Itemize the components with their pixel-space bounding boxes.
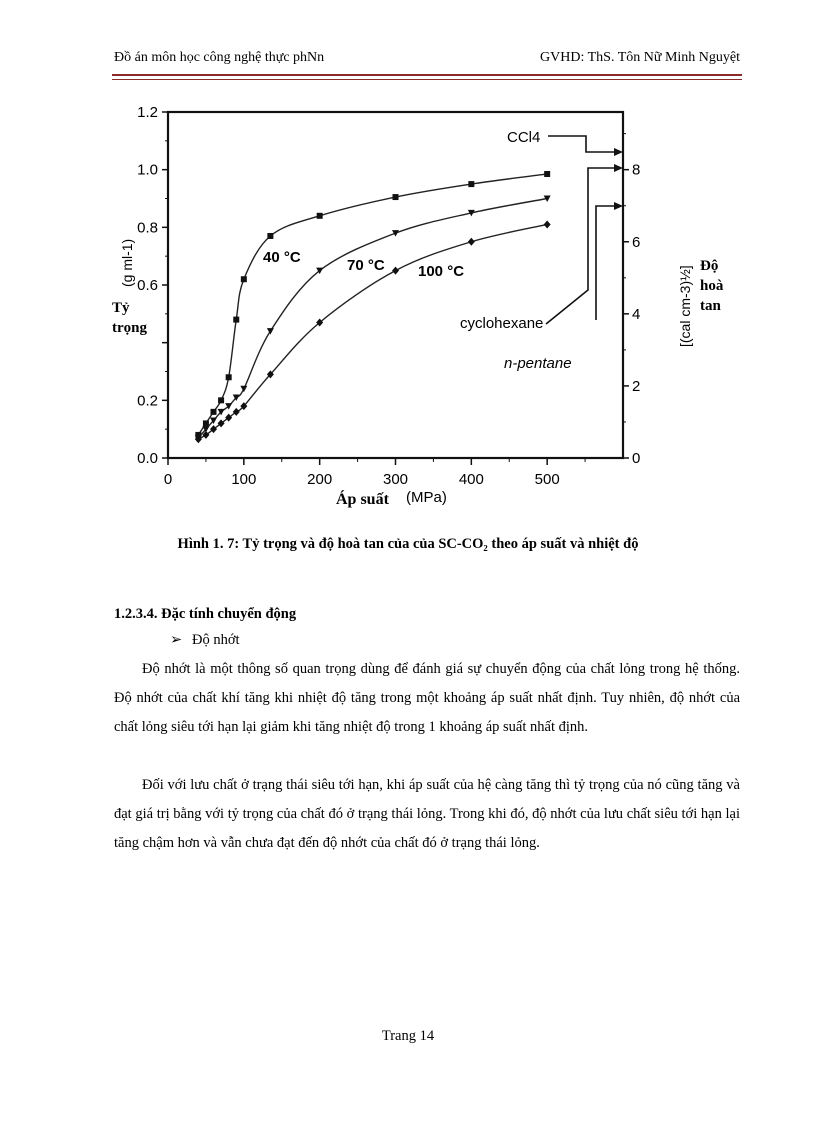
y-right-label-line1: Độ <box>700 258 719 274</box>
density-solubility-chart <box>100 92 740 522</box>
y-tick-label: 0.2 <box>137 392 158 410</box>
data-point <box>267 233 273 239</box>
header-rule-thick <box>112 74 742 76</box>
page-header <box>114 50 740 74</box>
y-right-tick-label: 6 <box>632 233 641 251</box>
y-tick-label: 1.2 <box>137 104 158 121</box>
y-axis-unit: (g ml-1) <box>119 238 135 287</box>
y-right-tick-label: 4 <box>632 305 641 323</box>
reference-arrow-0 <box>614 148 623 156</box>
bullet-text: Độ nhớt <box>192 632 240 648</box>
data-point <box>240 386 247 393</box>
x-tick-label: 200 <box>307 471 333 488</box>
x-axis-unit: (MPa) <box>406 489 447 506</box>
chart-series-layer <box>195 171 551 443</box>
data-point <box>226 374 232 380</box>
header-rule-thin <box>112 79 742 80</box>
plot-frame <box>168 112 623 458</box>
data-point <box>233 317 239 323</box>
reference-line-0 <box>548 136 619 152</box>
reference-arrow-1 <box>614 164 623 172</box>
y-tick-label: 0.0 <box>137 450 158 467</box>
y-right-axis-unit: [(cal cm-3)½] <box>677 265 693 347</box>
reference-line-2 <box>596 206 619 320</box>
label-ccl4: CCl4 <box>507 129 541 146</box>
header-advisor: GVHD: ThS. Tôn Nữ Minh Nguyệt <box>540 50 740 65</box>
series-line-0 <box>198 174 547 435</box>
y-axis-label-line1: Tỷ <box>112 300 130 316</box>
y-right-label-line3: tan <box>700 298 721 314</box>
data-point <box>392 267 399 275</box>
y-right-tick-label: 2 <box>632 377 641 395</box>
annotation-40c: 40 °C <box>263 249 301 266</box>
data-point <box>468 181 474 187</box>
annotation-70c: 70 °C <box>347 257 385 274</box>
data-point <box>225 414 232 422</box>
data-point <box>317 213 323 219</box>
x-tick-label: 500 <box>534 471 560 488</box>
x-tick-label: 300 <box>382 471 409 488</box>
paragraph-supercritical: Đối với lưu chất ở trạng thái siêu tới hạn, khi áp suất của hệ càng tăng thì tỷ trọng của nó cũng tăng và đạt giá trị bằng với tỷ trọng của chất đó ở trạng thái lỏng. Trong khi đó, độ nhớt của lưu chất siêu tới hạn lại tăng chậm hơn và vẫn chưa đạt đến độ nhớt của chất đó ở trạng thái lỏng. <box>114 777 740 851</box>
y-axis-label-line2: trọng <box>112 320 147 336</box>
y-tick-label: 0.6 <box>137 277 158 294</box>
header-course-title: Đồ án môn học công nghệ thực phNn <box>114 50 325 65</box>
bullet-item <box>170 632 240 649</box>
x-tick-label: 100 <box>231 471 257 488</box>
annotation-100c: 100 °C <box>418 263 465 280</box>
chart-reference-lines <box>546 136 623 324</box>
section-title: 1.2.3.4. Đặc tính chuyển động <box>114 606 297 622</box>
x-axis-label: Áp suất <box>336 491 389 508</box>
data-point <box>233 408 240 416</box>
y-right-tick-label: 0 <box>632 450 641 467</box>
data-point <box>544 171 550 177</box>
x-tick-label: 0 <box>163 471 173 488</box>
y-right-tick-label: 8 <box>632 161 641 179</box>
y-tick-label: 0.8 <box>137 219 158 237</box>
figure-caption: Hình 1. 7: Tỷ trọng và độ hoà tan của của SC-CO₂ theo áp suất và nhiệt độ <box>177 536 639 552</box>
data-point <box>544 220 551 228</box>
y-right-label-line2: hoà <box>700 278 724 294</box>
data-point <box>267 328 274 335</box>
data-point <box>393 194 399 200</box>
data-point <box>203 420 209 426</box>
reference-arrow-2 <box>614 202 623 210</box>
data-point <box>468 238 475 246</box>
reference-line-1 <box>546 168 619 324</box>
paragraph-viscosity: Độ nhớt là một thông số quan trọng dùng để đánh giá sự chuyển động của chất lỏng trong hệ thống. Độ nhớt của chất khí tăng khi nhiệt độ tăng trong một khoảng áp suất nhất định. Tuy nhiên, độ nhớt của chất lỏng siêu tới hạn lại giảm khi tăng nhiệt độ trong 1 khoảng áp suất nhất định. <box>114 661 740 735</box>
data-point <box>241 276 247 282</box>
data-point <box>211 409 217 415</box>
x-tick-label: 400 <box>458 471 484 488</box>
page-number: Trang 14 <box>381 1028 435 1044</box>
bullet-arrow-icon: ➢ <box>170 632 183 648</box>
y-tick-label: 1.0 <box>137 161 158 179</box>
label-n-pentane: n-pentane <box>504 355 572 372</box>
label-cyclohexane: cyclohexane <box>460 315 544 332</box>
data-point <box>218 419 225 427</box>
data-point <box>218 397 224 403</box>
